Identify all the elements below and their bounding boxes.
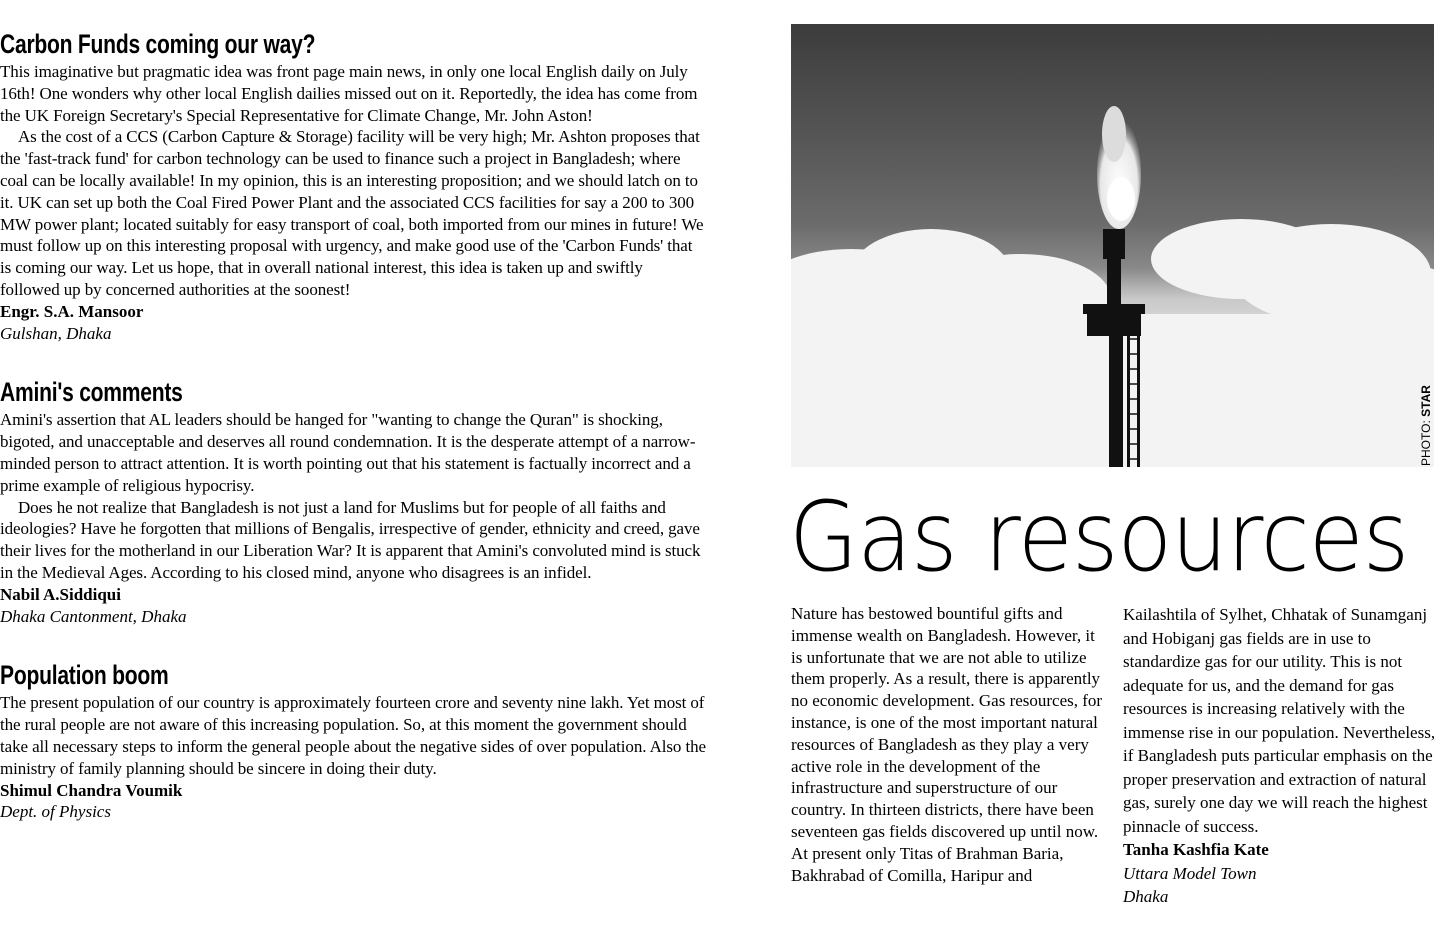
feature-column-2	[1123, 603, 1438, 909]
feature-title: Gas resources	[789, 481, 1409, 593]
letter-author: Shimul Chandra Voumik	[0, 780, 183, 800]
letter-author: Engr. S.A. Mansoor	[0, 301, 144, 321]
letter-title: Population boom	[0, 660, 169, 691]
feature-location-line-1: Uttara Model Town	[1123, 863, 1257, 883]
letter-population-boom	[0, 659, 706, 823]
letter-author: Nabil A.Siddiqui	[0, 584, 121, 604]
feature-column-1	[791, 603, 1107, 886]
flame	[1097, 106, 1141, 229]
letter-paragraph: As the cost of a CCS (Carbon Capture & Storage) facility will be very high; Mr. Ashton proposes that the 'fast-track fund' for carbon technology can be used to finance such a project in Bangladesh; where coal can be locally available! In my opinion, this is an interesting proposition; and we should latch on to it. UK can set up both the Coal Fired Power Plant and the associated CCS facilities for say a 200 to 300 MW power plant; located suitably for easy transport of coal, both imported from our mines in future! We must follow up on this interesting proposal with urgency, and make good use of the 'Carbon Funds' that is coming our way. Let us hope, that in overall national interest, this idea is taken up and swiftly followed up by concerned authorities at the soonest!	[0, 127, 704, 299]
letter-paragraph: This imaginative but pragmatic idea was front page main news, in only one local English daily on July 16th! One wonders why other local English dailies missed out on it. Reportedly, the idea has come from the UK Foreign Secretary's Special Representative for Climate Change, Mr. John Aston!	[0, 62, 698, 125]
letter-location: Dept. of Physics	[0, 802, 111, 822]
letter-paragraph: Amini's assertion that AL leaders should be hanged for "wanting to change the Quran" is shocking, bigoted, and unacceptable and deserves all round condemnation. It is the desperate attempt of a narrow-minded person to attract attention. It is worth pointing out that his statement is factually incorrect and a prime example of religious hypocrisy.	[0, 410, 696, 495]
letter-location: Dhaka Cantonment, Dhaka	[0, 606, 187, 626]
feature-paragraph: Kailashtila of Sylhet, Chhatak of Sunamganj and Hobiganj gas fields are in use to standardize gas for our utility. This is not adequate for us, and the demand for gas resources is increasing relatively with the immense rise in our population. Nevertheless, if Bangladesh puts particular emphasis on the proper preservation and extraction of natural gas, surely one day we will reach the highest pinnacle of success.	[1123, 605, 1436, 836]
feature-paragraph: Nature has bestowed bountiful gifts and immense wealth on Bangladesh. However, it is unfortunate that we are not able to utilize them properly. As a result, there is apparently no economic development. Gas resources, for instance, is one of the most important natural resources of Bangladesh as they play a very active role in the development of the infrastructure and superstructure of our country. In thirteen districts, there have been seventeen gas fields discovered up until now. At present only Titas of Brahman Baria, Bakhrabad of Comilla, Haripur and	[791, 604, 1103, 885]
letter-title: Amini's comments	[0, 377, 183, 408]
photo-credit-name: STAR	[1419, 385, 1433, 417]
letter-paragraph: The present population of our country is approximately fourteen crore and seventy nine lakh. Yet most of the rural people are not aware of this increasing population. So, at this moment the government should take all necessary steps to inform the general people about the negative sides of over population. Also the ministry of family planning should be sincere in doing their duty.	[0, 693, 706, 778]
letters-column	[0, 28, 706, 855]
feature-location-line-2: Dhaka	[1123, 887, 1169, 906]
letter-title: Carbon Funds coming our way?	[0, 29, 316, 59]
letter-paragraph: Does he not realize that Bangladesh is not just a land for Muslims but for people of all faiths and ideologies? Have he forgotten that millions of Bengalis, irrespective of gender, ethnicity and creed, gave their lives for the motherland in our Liberation War? It is apparent that Amini's convoluted mind is stuck in the Medieval Ages. According to his closed mind, anyone who disagrees is an infidel.	[0, 497, 701, 582]
photo-credit	[1416, 380, 1436, 466]
letter-location: Gulshan, Dhaka	[0, 323, 112, 343]
gas-flare-illustration	[791, 24, 1434, 467]
photo-credit-prefix: PHOTO:	[1419, 420, 1433, 466]
gas-flare-photo	[791, 24, 1434, 467]
letter-carbon-funds	[0, 28, 706, 344]
feature-author: Tanha Kashfia Kate	[1123, 840, 1269, 859]
letter-aminis-comments	[0, 376, 706, 627]
